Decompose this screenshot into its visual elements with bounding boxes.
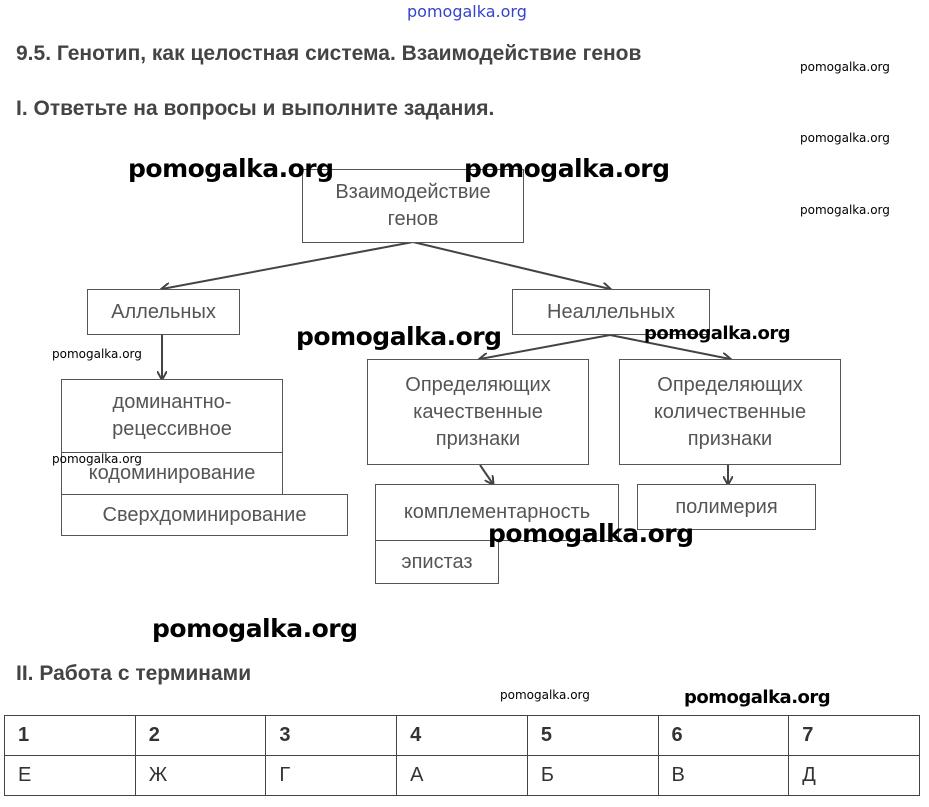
overdominance-box: Сверхдоминирование	[61, 494, 348, 536]
watermark-small: pomogalka.org	[800, 203, 890, 217]
complementarity-box: комплементарность	[375, 484, 619, 541]
watermark-small: pomogalka.org	[52, 452, 142, 466]
watermark-large: pomogalka.org	[464, 154, 670, 183]
watermark-small: pomogalka.org	[500, 688, 590, 702]
term-letter: Г	[266, 756, 397, 796]
watermark-large: pomogalka.org	[152, 614, 358, 643]
arrow-to-allelic	[162, 242, 413, 289]
term-letter: Д	[789, 756, 920, 796]
watermark-small: pomogalka.org	[52, 347, 142, 361]
allelic-box: Аллельных	[87, 289, 240, 335]
watermark-large: pomogalka.org	[128, 154, 334, 183]
quantitative-box: Определяющих количественные признаки	[619, 359, 841, 465]
term-number: 7	[789, 716, 920, 756]
watermark-medium: pomogalka.org	[684, 687, 831, 708]
polymery-box: полимерия	[637, 484, 816, 530]
dominant-recessive-box: доминантно-рецессивное	[61, 379, 283, 453]
term-number: 3	[266, 716, 397, 756]
watermark-small: pomogalka.org	[800, 131, 890, 145]
term-letter: Б	[527, 756, 658, 796]
section-heading-terms: II. Работа с терминами	[16, 662, 252, 685]
codominance-box: кодоминирование	[61, 452, 283, 495]
term-letter: А	[397, 756, 528, 796]
term-number: 1	[5, 716, 136, 756]
terms-number-row	[5, 716, 920, 756]
watermark-large: pomogalka.org	[296, 322, 502, 351]
term-number: 5	[527, 716, 658, 756]
arrow-to-complementarity	[480, 465, 493, 484]
watermark-small: pomogalka.org	[800, 60, 890, 74]
terms-table	[4, 715, 920, 796]
watermark-top: pomogalka.org	[407, 2, 527, 21]
qualitative-box: Определяющих качественные признаки	[367, 359, 589, 465]
diagram-root-box: Взаимодействие генов	[302, 169, 524, 243]
term-number: 2	[135, 716, 266, 756]
watermark-medium: pomogalka.org	[644, 323, 791, 344]
term-letter: Ж	[135, 756, 266, 796]
nonallelic-box: Неаллельных	[512, 289, 710, 335]
term-letter: В	[658, 756, 789, 796]
section-heading-questions: I. Ответьте на вопросы и выполните задания.	[16, 97, 495, 120]
watermark-large: pomogalka.org	[488, 519, 694, 548]
term-number: 4	[397, 716, 528, 756]
term-number: 6	[658, 716, 789, 756]
term-letter: Е	[5, 756, 136, 796]
arrow-to-nonallelic	[413, 242, 610, 289]
epistasis-box: эпистаз	[375, 540, 499, 584]
page-title: 9.5. Генотип, как целостная система. Взаимодействие генов	[16, 42, 642, 65]
terms-letter-row	[5, 756, 920, 796]
